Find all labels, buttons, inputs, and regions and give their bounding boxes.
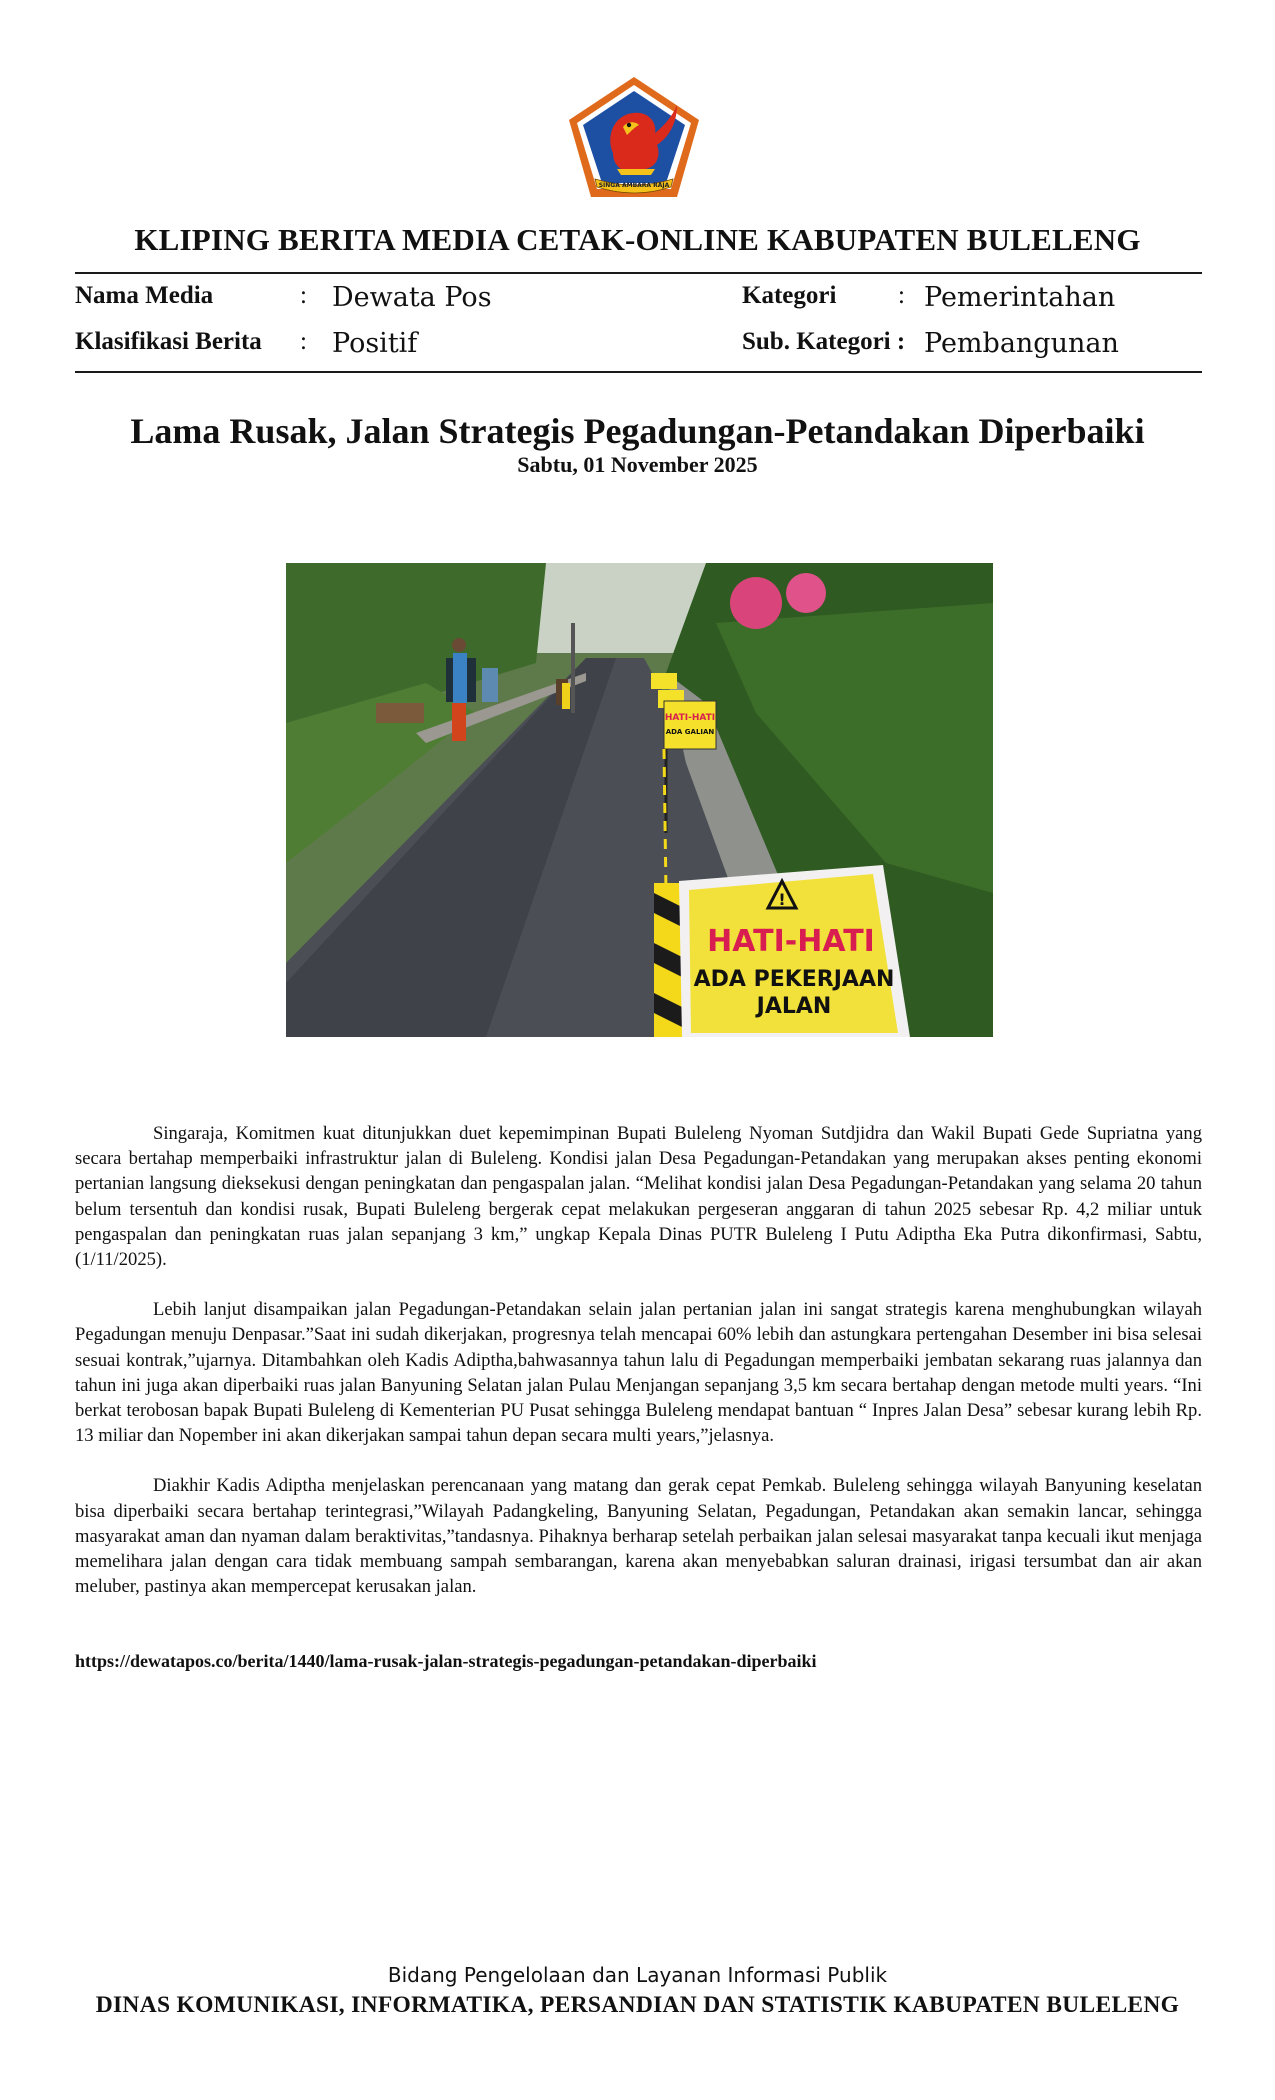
category-value: Pemerintahan <box>924 282 1116 313</box>
footer-department: Bidang Pengelolaan dan Layanan Informasi Publik <box>387 1963 888 1987</box>
article-date: Sabtu, 01 November 2025 <box>517 452 758 477</box>
subcategory-value: Pembangunan <box>924 328 1119 359</box>
subcategory-label-text: Sub. Kategori <box>742 328 891 355</box>
header-top-rule <box>75 272 1202 274</box>
big-sign-top-text: HATI-HATI <box>707 924 875 959</box>
media-name-value: Dewata Pos <box>332 282 492 313</box>
article-body <box>75 1121 1202 1624</box>
subcategory-colon: : <box>896 328 906 355</box>
category-label: Kategori <box>742 282 837 309</box>
media-name-colon: : <box>300 282 307 309</box>
subcategory-label <box>742 328 905 356</box>
big-sign-bottom-line2: JALAN <box>756 994 832 1019</box>
clipping-header-title: KLIPING BERITA MEDIA CETAK-ONLINE KABUPATEN BULELENG <box>134 222 1141 257</box>
classification-label: Klasifikasi Berita <box>75 328 262 355</box>
warning-exclamation-icon: ! <box>778 890 786 909</box>
small-sign-bottom-text: ADA GALIAN <box>665 728 715 736</box>
road-construction-photo <box>286 563 993 1037</box>
buleleng-emblem-logo <box>565 75 703 200</box>
footer-agency: DINAS KOMUNIKASI, INFORMATIKA, PERSANDIAN DAN STATISTIK KABUPATEN BULELENG <box>95 1992 1180 2018</box>
media-name-label: Nama Media <box>75 282 214 309</box>
article-paragraph-1: Singaraja, Komitmen kuat ditunjukkan duet kepemimpinan Bupati Buleleng Nyoman Sutdjidra dan Wakil Bupati Gede Supriatna yang secara bertahap memperbaiki infrastruktur jalan di Buleleng. Kondisi jalan Desa Pegadungan-Petandakan yang merupakan akses penting ekonomi pertanian langsung dieksekusi dengan peningkatan dan pengaspalan jalan. “Melihat kondisi jalan Desa Pegadungan-Petandakan yang selama 20 tahun belum tersentuh dan kondisi rusak, Bupati Buleleng bergerak cepat melakukan pergeseran anggaran di tahun 2025 sebesar Rp. 4,2 miliar untuk pengaspalan dan peningkatan ruas jalan sepanjang 3 km,” ungkap Kepala Dinas PUTR Buleleng I Putu Adiptha Eka Putra dikonfirmasi, Sabtu,(1/11/2025). <box>75 1123 1202 1271</box>
header-bottom-rule <box>75 371 1202 373</box>
article-paragraph-2: Lebih lanjut disampaikan jalan Pegadungan-Petandakan selain jalan pertanian jalan ini sangat strategis karena menghubungkan wilayah Pegadungan menuju Denpasar.”Saat ini sudah dikerjakan, progresnya telah mencapai 60% lebih dan astungkara pertengahan Desember ini bisa selesai sesuai kontrak,”ujarnya. Ditambahkan oleh Kadis Adiptha,bahwasannya tahun lalu di Pegadungan memperbaiki jembatan sekarang ruas jalannya dan tahun ini juga akan diperbaiki ruas jalan Banyuning Selatan jalan Pulau Menjangan sepanjang 3,5 km secara bertahap dengan metode multi years. “Ini berkat terobosan bapak Bupati Buleleng di Kementerian PU Pusat sehingga Buleleng mendapat bantuan “ Inpres Jalan Desa” sebesar kurang lebih Rp. 13 miliar dan Nopember ini akan dikerjakan sampai tahun depan secara multi years,”jelasnya. <box>75 1299 1202 1447</box>
classification-colon: : <box>300 328 307 355</box>
category-colon: : <box>898 282 905 309</box>
logo-ribbon-text: SINGA AMBARA RAJA <box>598 182 670 189</box>
source-url-link[interactable]: https://dewatapos.co/berita/1440/lama-rusak-jalan-strategis-pegadungan-petandakan-diperbaiki <box>75 1651 817 1671</box>
small-sign-top-text: HATI-HATI <box>664 713 716 723</box>
article-headline: Lama Rusak, Jalan Strategis Pegadungan-Petandakan Diperbaiki <box>130 411 1145 451</box>
article-paragraph-3: Diakhir Kadis Adiptha menjelaskan perencanaan yang matang dan gerak cepat Pemkab. Buleleng sehingga wilayah Banyuning keselatan bisa diperbaiki secara bertahap terintegrasi,”Wilayah Padangkeling, Banyuning Selatan, Pegadungan, Petandakan akan semakin lancar, sehingga masyarakat aman dan nyaman dalam beraktivitas,”tandasnya. Pihaknya berharap setelah perbaikan jalan selesai masyarakat tanpa kecuali ikut menjaga memelihara jalan dengan cara tidak membuang sampah sembarangan, karena akan menyebabkan saluran drainasi, irigasi tersumbat dan air akan meluber, pastinya akan mempercepat kerusakan jalan. <box>75 1475 1202 1598</box>
big-sign-bottom-line1: ADA PEKERJAAN <box>693 967 895 992</box>
classification-value: Positif <box>332 328 418 359</box>
